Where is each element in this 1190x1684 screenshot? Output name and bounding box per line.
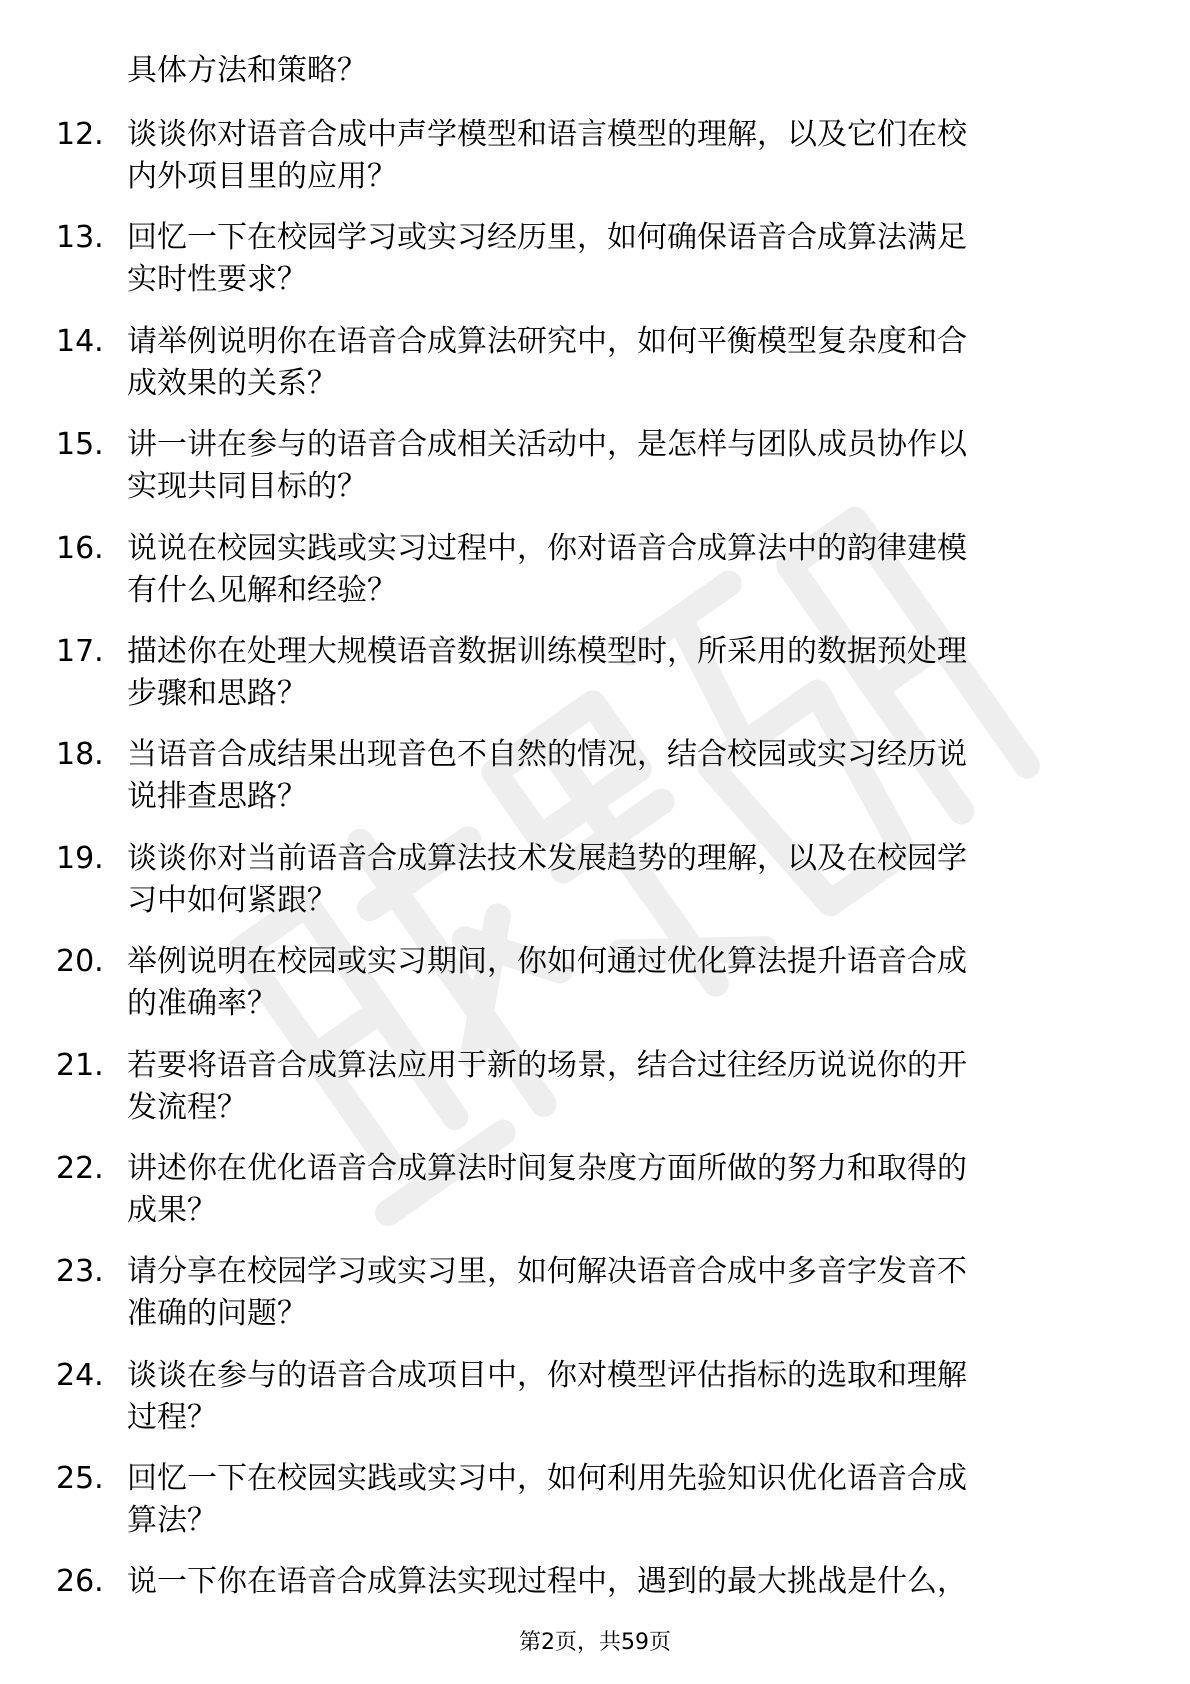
question-number: 22. [56,1150,104,1186]
question-line: 举例说明在校园或实习期间，你如何通过优化算法提升语音合成 [127,944,967,980]
question-list [0,114,1190,1665]
question-line: 内外项目里的应用？ [127,159,397,194]
question-number: 14. [56,323,104,359]
question-line: 成果？ [127,1192,217,1228]
list-item [0,424,1190,527]
question-text [127,1251,1117,1335]
list-item [0,1148,1190,1251]
question-number: 16. [56,530,104,566]
question-number: 25. [56,1461,104,1497]
question-number: 15. [56,427,104,463]
question-number: 21. [56,1047,104,1083]
question-text [127,631,1117,715]
question-line: 习中如何紧跟？ [127,882,337,918]
question-line: 讲一讲在参与的语音合成相关活动中，是怎样与团队成员协作以 [127,427,967,463]
question-line: 讲述你在优化语音合成算法时间复杂度方面所做的努力和取得的 [127,1150,967,1186]
question-text [127,1458,1117,1542]
question-number: 19. [56,840,104,876]
question-number: 12. [56,117,104,152]
question-number: 26. [56,1564,104,1600]
list-item [0,114,1190,217]
question-line: 准确的问题？ [127,1296,307,1332]
question-number: 18. [56,737,104,773]
question-line: 当语音合成结果出现音色不自然的情况，结合校园或实习经历说 [127,737,967,773]
question-text [127,424,1117,508]
list-item [0,941,1190,1044]
list-item [0,734,1190,837]
question-line: 若要将语音合成算法应用于新的场景，结合过往经历说说你的开 [127,1047,967,1083]
question-number: 23. [56,1254,104,1290]
question-text [127,1561,1117,1603]
question-text [127,1355,1117,1439]
question-text [127,838,1117,922]
question-text [127,941,1117,1025]
list-item [0,1458,1190,1561]
question-text [127,217,1117,301]
question-line: 实现共同目标的？ [127,469,367,505]
list-item [0,217,1190,320]
question-text [127,1045,1117,1129]
question-line: 谈谈你对当前语音合成算法技术发展趋势的理解，以及在校园学 [127,840,967,876]
question-text [127,321,1117,405]
question-text [127,114,1117,198]
question-line: 说一下你在语音合成算法实现过程中，遇到的最大挑战是什么， [127,1564,967,1600]
list-item [0,631,1190,734]
question-line: 有什么见解和经验？ [127,572,397,608]
question-line: 回忆一下在校园学习或实习经历里，如何确保语音合成算法满足 [127,220,967,256]
question-line: 谈谈你对语音合成中声学模型和语言模型的理解，以及它们在校 [127,117,967,152]
question-number: 24. [56,1357,104,1393]
question-text [127,734,1117,818]
continuation-text: 具体方法和策略？ [127,53,367,88]
question-line: 实时性要求？ [127,262,307,298]
question-line: 谈谈在参与的语音合成项目中，你对模型评估指标的选取和理解 [127,1357,967,1393]
question-line: 回忆一下在校园实践或实习中，如何利用先验知识优化语音合成 [127,1461,967,1497]
question-number: 20. [56,944,104,980]
question-line: 过程？ [127,1399,217,1435]
list-item [0,1251,1190,1354]
question-line: 步骤和思路？ [127,675,307,711]
question-text [127,1148,1117,1232]
question-line: 说排查思路？ [127,779,307,815]
question-number: 17. [56,633,104,669]
question-line: 请分享在校园学习或实习里，如何解决语音合成中多音字发音不 [127,1254,967,1290]
question-line: 的准确率？ [127,986,277,1022]
list-item [0,838,1190,941]
list-item [0,321,1190,424]
question-line: 说说在校园实践或实习过程中，你对语音合成算法中的韵律建模 [127,530,967,566]
question-text [127,528,1117,612]
question-line: 发流程？ [127,1089,247,1125]
page-footer: 第2页，共59页 [519,1630,671,1655]
question-line: 算法？ [127,1503,217,1539]
question-line: 请举例说明你在语音合成算法研究中，如何平衡模型复杂度和合 [127,323,967,359]
list-item [0,1355,1190,1458]
question-number: 13. [56,220,104,256]
question-line: 成效果的关系？ [127,365,337,401]
list-item [0,1045,1190,1148]
question-line: 描述你在处理大规模语音数据训练模型时，所采用的数据预处理 [127,633,967,669]
list-item [0,528,1190,631]
